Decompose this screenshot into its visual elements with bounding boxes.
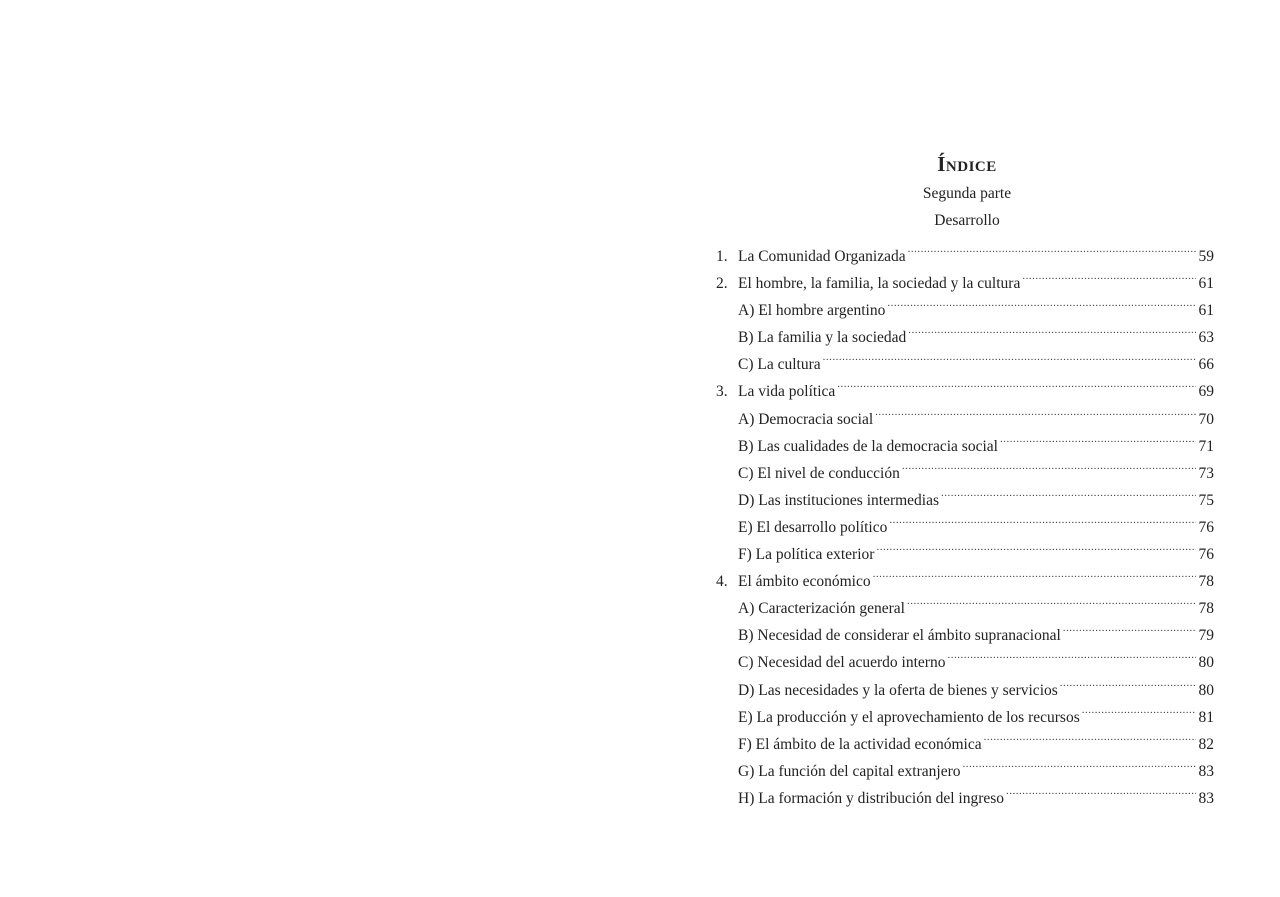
toc-dot-leader: [887, 288, 1196, 315]
toc-entry-page: 61: [1198, 275, 1214, 293]
toc-entry-page: 78: [1198, 573, 1214, 591]
toc-entry-title: G) La función del capital extranjero: [738, 762, 961, 780]
toc-entry-page: 59: [1198, 248, 1214, 265]
part-label: Segunda parte: [922, 185, 1012, 202]
toc-entry-page: 63: [1198, 329, 1214, 347]
toc-entry-page: 76: [1198, 546, 1214, 564]
toc-entry-title: E) La producción y el aprovechamiento de los recursos: [738, 708, 1080, 726]
toc-entry-title: F) El ámbito de la actividad económica: [738, 735, 982, 753]
toc-entry-number: 2.: [716, 275, 728, 293]
toc-entry-page: 75: [1198, 491, 1214, 509]
toc-dot-leader: [873, 559, 1196, 586]
toc-entry-page: 61: [1198, 302, 1214, 320]
toc-dot-leader: [876, 532, 1196, 559]
page-title: Índice: [937, 152, 997, 176]
toc-entry[interactable]: [712, 234, 1214, 265]
toc-entry-page: 70: [1198, 410, 1214, 428]
toc-entry-number: 3.: [716, 383, 728, 401]
toc-dot-leader: [837, 369, 1196, 396]
toc-entry-page: 82: [1198, 735, 1214, 753]
toc-dot-leader: [1063, 613, 1196, 640]
toc-entry-title: D) Las necesidades y la oferta de bienes y servicios: [738, 681, 1058, 699]
toc-dot-leader: [1060, 668, 1196, 695]
toc-dot-leader: [823, 342, 1196, 369]
toc-dot-leader: [1022, 261, 1196, 288]
section-label: Desarrollo: [934, 212, 1000, 229]
toc-dot-leader: [889, 505, 1196, 532]
toc-entry-title: H) La formación y distribución del ingreso: [738, 789, 1005, 807]
toc-entry-title: C) El nivel de conducción: [738, 464, 900, 482]
toc-dot-leader: [902, 451, 1196, 478]
toc-entry-title: B) Necesidad de considerar el ámbito supranacional: [738, 627, 1061, 645]
toc-entry-page: 79: [1198, 627, 1214, 645]
toc-entry-page: 78: [1198, 600, 1214, 618]
toc-entry-title: La Comunidad Organizada: [738, 248, 906, 265]
toc-dot-leader: [908, 234, 1196, 261]
toc-entry-page: 80: [1198, 681, 1214, 699]
toc-entry-title: C) La cultura: [738, 356, 821, 374]
toc-entry-title: E) El desarrollo político: [738, 518, 888, 536]
toc-dot-leader: [947, 640, 1196, 667]
toc-dot-leader: [984, 722, 1196, 749]
toc-entry-title: F) La política exterior: [738, 546, 875, 564]
toc-entry-title: D) Las instituciones intermedias: [738, 491, 940, 509]
toc-entry-page: 83: [1198, 789, 1214, 807]
toc-dot-leader: [941, 478, 1196, 505]
toc-entry-page: 71: [1198, 437, 1214, 455]
toc-entry-page: 83: [1198, 762, 1214, 780]
toc-entry-title: A) Caracterización general: [738, 600, 905, 618]
toc-entry-title: B) Las cualidades de la democracia social: [738, 437, 998, 455]
toc-entry-number: 4.: [716, 573, 728, 591]
toc-dot-leader: [1006, 776, 1196, 803]
toc-entry-title: El hombre, la familia, la sociedad y la cultura: [738, 275, 1021, 293]
toc-entry-title: A) Democracia social: [738, 410, 874, 428]
toc-entry-title: A) El hombre argentino: [738, 302, 886, 320]
toc-entry-title: B) La familia y la sociedad: [738, 329, 907, 347]
toc-entry-title: El ámbito económico: [738, 573, 871, 591]
toc-entry-page: 66: [1198, 356, 1214, 374]
toc-entry-page: 69: [1198, 383, 1214, 401]
toc-dot-leader: [907, 586, 1196, 613]
toc-dot-leader: [908, 315, 1196, 342]
toc-entry-page: 73: [1198, 464, 1214, 482]
toc-entry-title: La vida política: [738, 383, 836, 401]
table-of-contents-page: [712, 148, 1214, 807]
toc-entry-page: 76: [1198, 518, 1214, 536]
toc-entry-title: C) Necesidad del acuerdo interno: [738, 654, 946, 672]
toc-dot-leader: [963, 749, 1197, 776]
toc-dot-leader: [1000, 424, 1196, 451]
toc-entry-page: 81: [1198, 708, 1214, 726]
toc-list: [712, 234, 1214, 807]
toc-entry-number: 1.: [716, 248, 728, 265]
toc-dot-leader: [875, 397, 1196, 424]
toc-entry-page: 80: [1198, 654, 1214, 672]
toc-dot-leader: [1082, 695, 1196, 722]
